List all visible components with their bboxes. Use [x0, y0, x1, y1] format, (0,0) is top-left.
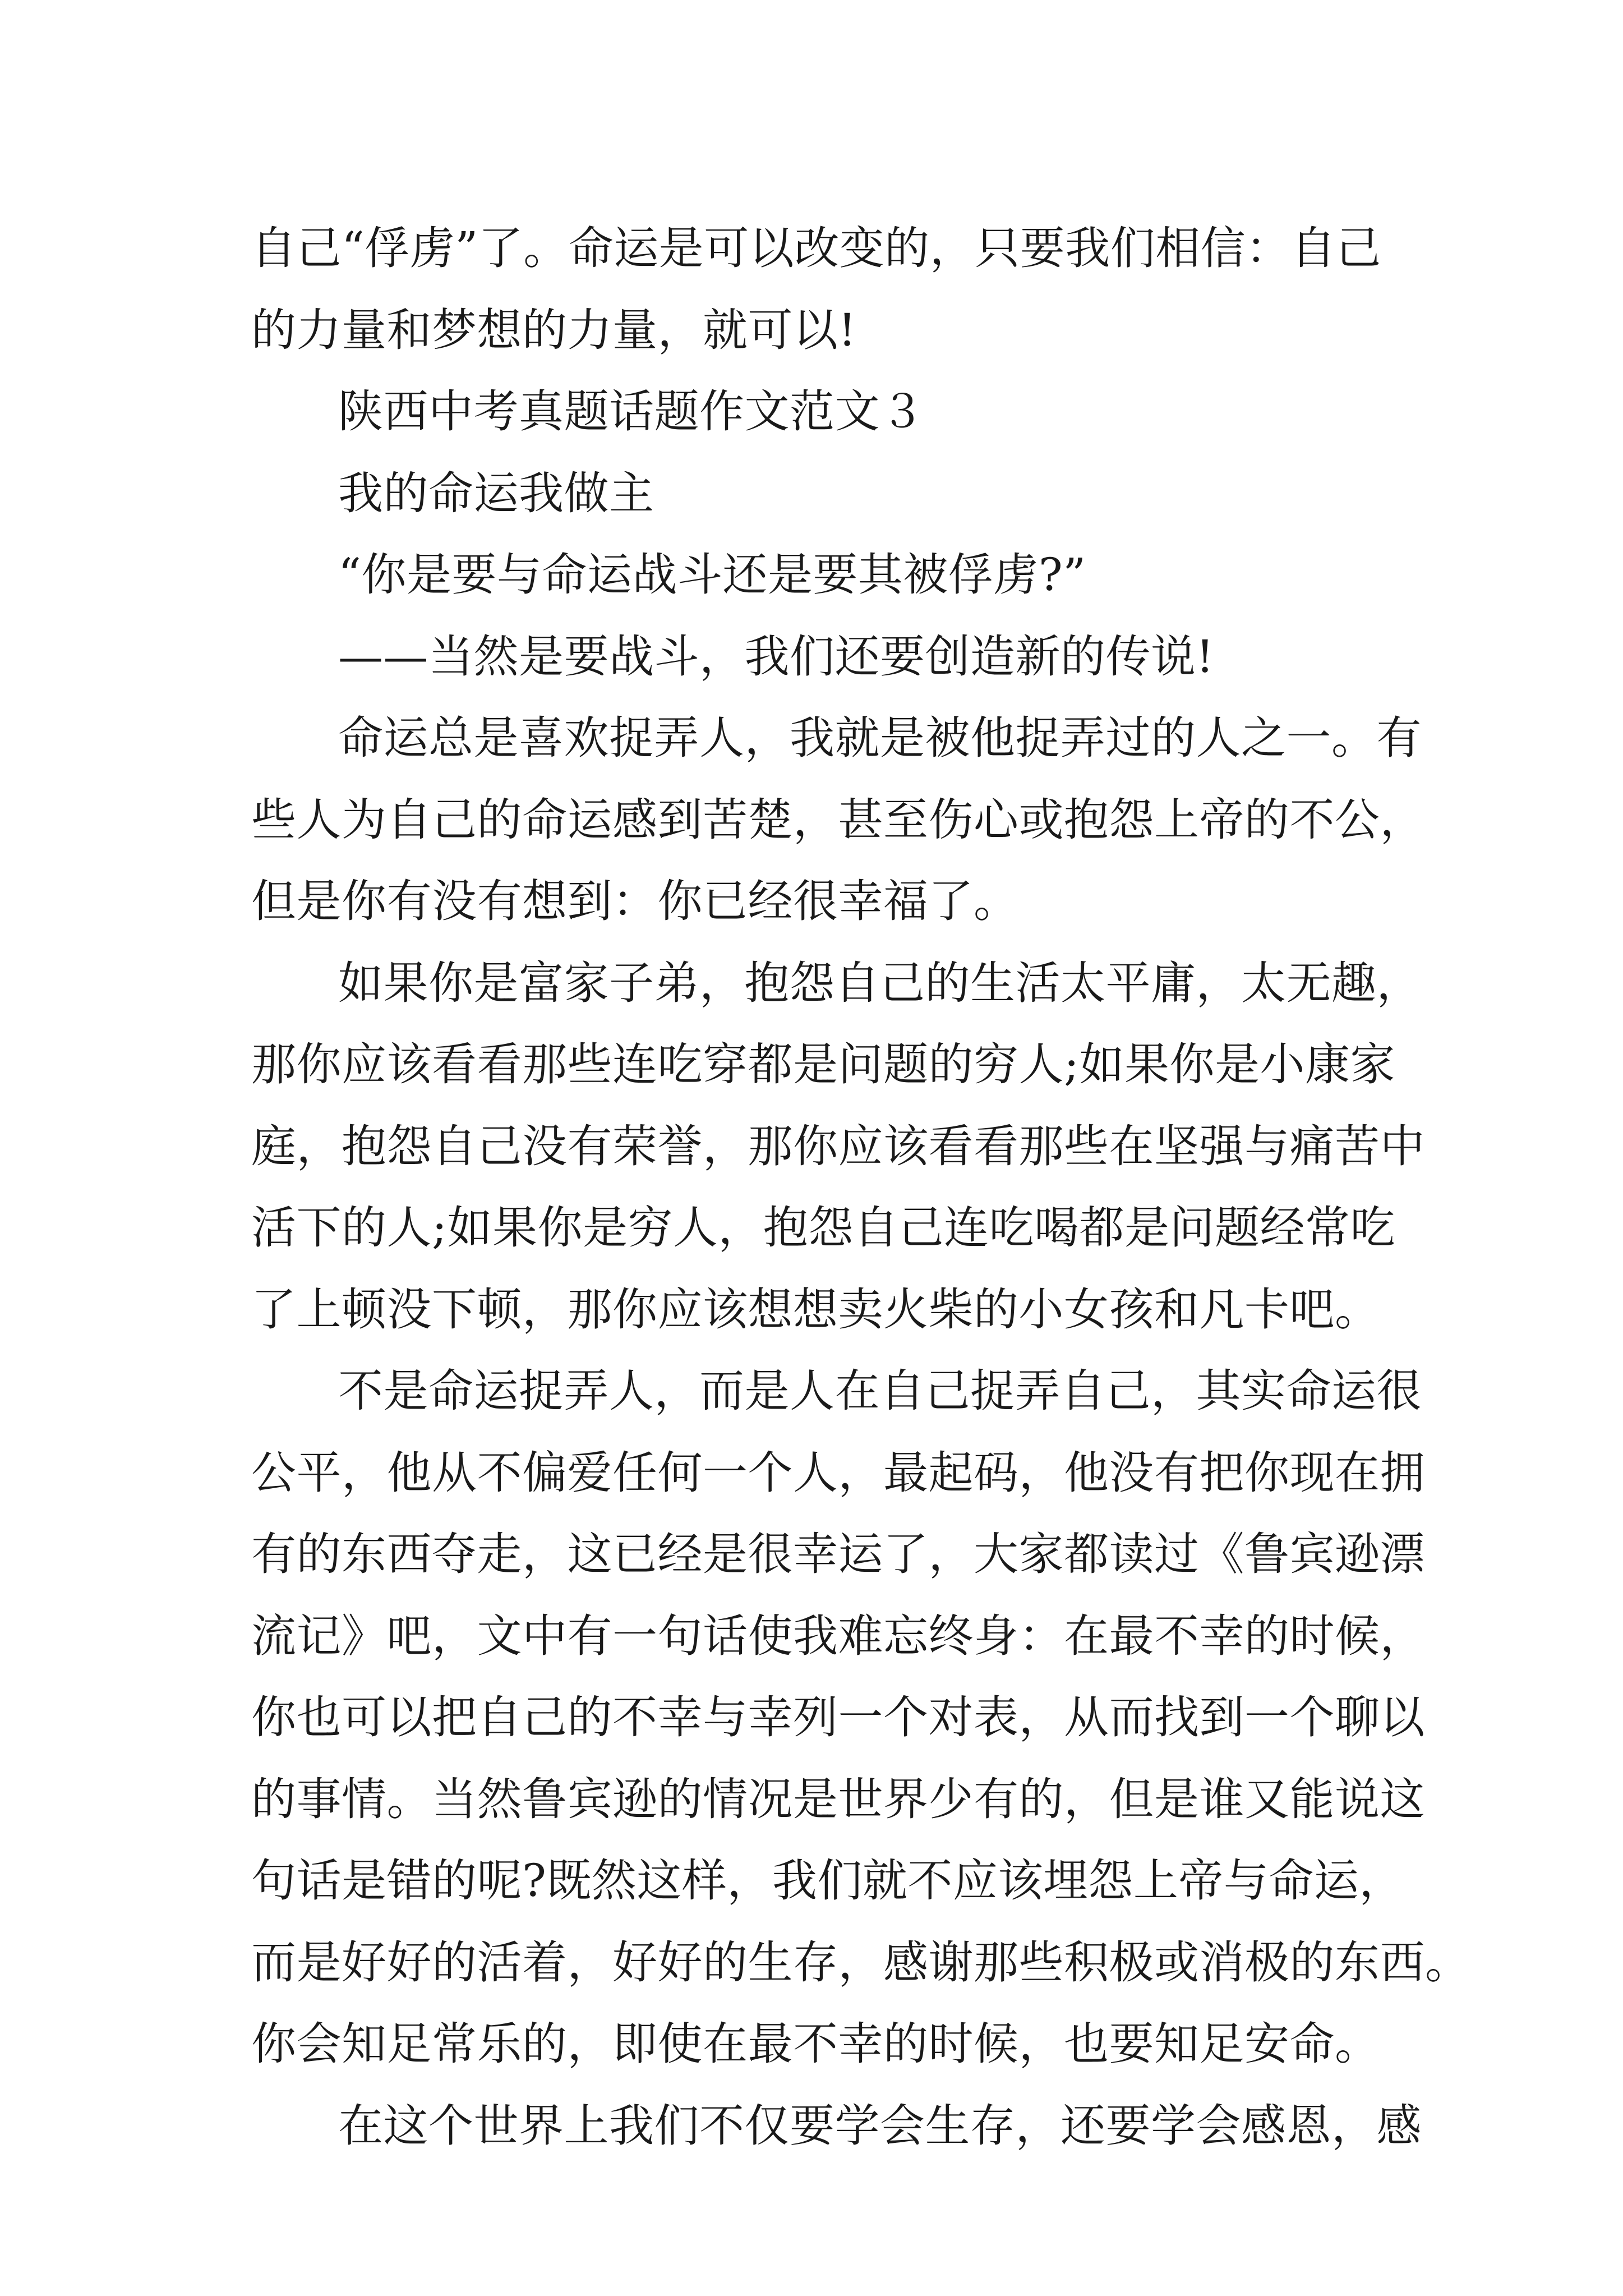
text-line-14: 了上顿没下顿，那你应该想想卖火柴的小女孩和凡卡吧。 [251, 1283, 1380, 1336]
text-line-8: 些人为自己的命运感到苦楚，甚至伤心或抱怨上帝的不公， [251, 793, 1425, 846]
document-page [251, 208, 1470, 2166]
text-line-17: 有的东西夺走，这已经是很幸运了，大家都读过《鲁宾逊漂 [251, 1528, 1425, 1580]
essay-title: 我的命运我做主 [338, 467, 654, 519]
text-line-10: 如果你是富家子弟，抱怨自己的生活太平庸，太无趣， [338, 956, 1422, 1009]
text-line-7: 命运总是喜欢捉弄人，我就是被他捉弄过的人之一。有 [338, 712, 1422, 764]
text-line-20: 的事情。当然鲁宾逊的情况是世界少有的，但是谁又能说这 [251, 1773, 1425, 1825]
text-line-13: 活下的人;如果你是穷人，抱怨自己连吃喝都是问题经常吃 [251, 1202, 1395, 1254]
text-line-1: 自己“俘虏”了。命运是可以改变的，只要我们相信：自己 [251, 222, 1381, 274]
text-line-9: 但是你有没有想到：你已经很幸福了。 [251, 875, 1019, 927]
text-line-6: ——当然是要战斗，我们还要创造新的传说! [338, 630, 1215, 683]
text-line-2: 的力量和梦想的力量，就可以! [251, 303, 857, 356]
text-line-18: 流记》吧，文中有一句话使我难忘终身：在最不幸的时候， [251, 1609, 1425, 1662]
text-line-15: 不是命运捉弄人，而是人在自己捉弄自己，其实命运很 [338, 1365, 1422, 1417]
text-line-23: 你会知足常乐的，即使在最不幸的时候，也要知足安命。 [251, 2018, 1380, 2070]
text-line-21: 句话是错的呢?既然这样，我们就不应该埋怨上帝与命运， [251, 1855, 1404, 1907]
text-line-12: 庭，抱怨自己没有荣誉，那你应该看看那些在坚强与痛苦中 [251, 1120, 1425, 1172]
text-line-11: 那你应该看看那些连吃穿都是问题的穷人;如果你是小康家 [251, 1038, 1395, 1091]
text-line-19: 你也可以把自己的不幸与幸列一个对表，从而找到一个聊以 [251, 1691, 1425, 1743]
text-line-16: 公平，他从不偏爱任何一个人，最起码，他没有把你现在拥 [251, 1446, 1425, 1499]
text-line-5: “你是要与命运战斗还是要其被俘虏?” [338, 549, 1086, 601]
text-line-22: 而是好好的活着，好好的生存，感谢那些积极或消极的东西。 [251, 1936, 1470, 1989]
text-line-24: 在这个世界上我们不仅要学会生存，还要学会感恩，感 [338, 2099, 1422, 2152]
essay-heading: 陕西中考真题话题作文范文３ [338, 385, 925, 438]
